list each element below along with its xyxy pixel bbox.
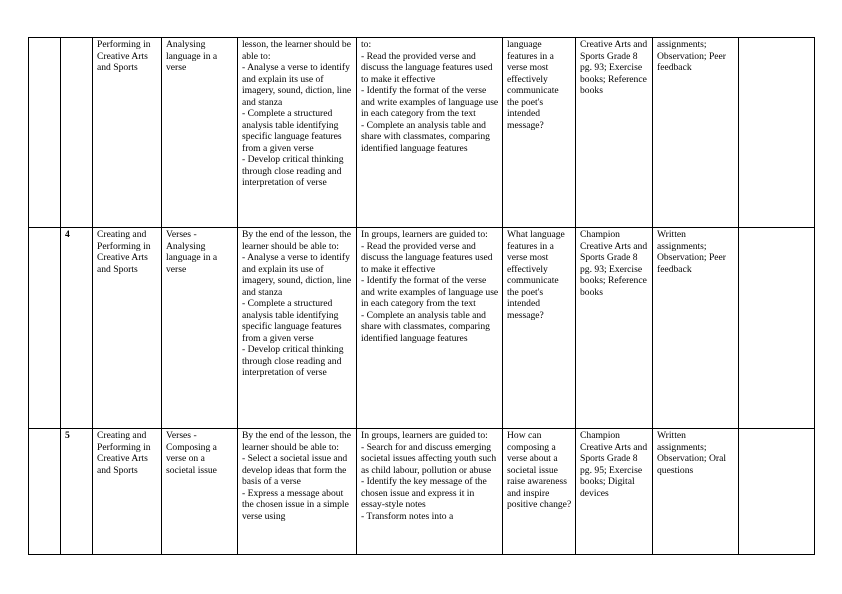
outcome-line: - Complete a structured analysis table identifying specific language features from a given verse — [242, 298, 342, 344]
outcome-line: - Develop critical thinking through close reading and interpretation of verse — [242, 344, 344, 378]
outcome-line: By the end of the lesson, the learner should be able to: — [242, 229, 351, 252]
learning-outcomes-cell — [238, 228, 357, 429]
assessment-cell: Written assignments; Observation; Peer feedback — [653, 228, 739, 429]
outcome-line: By the end of the lesson, the learner should be able to: — [242, 430, 351, 453]
week-cell — [29, 429, 61, 555]
resources-cell: Champion Creative Arts and Sports Grade 8 pg. 95; Exercise books; Digital devices — [576, 429, 653, 555]
resources-cell: Champion Creative Arts and Sports Grade 8 pg. 93; Exercise books; Reference books — [576, 228, 653, 429]
experience-line: - Search for and discuss emerging societal issues affecting youth such as child labour, pollution or abuse — [361, 441, 497, 476]
week-cell — [29, 228, 61, 429]
experience-line: to: — [361, 39, 372, 50]
experience-line: In groups, learners are guided to: — [361, 430, 488, 441]
experience-line: In groups, learners are guided to: — [361, 229, 488, 240]
outcome-line: - Complete a structured analysis table identifying specific language features from a given verse — [242, 108, 342, 154]
learning-outcomes-cell — [238, 429, 357, 555]
outcome-line: - Analyse a verse to identify and explain its use of imagery, sound, diction, line and stanza — [242, 62, 352, 108]
inquiry-question-cell: language features in a verse most effectively communicate the poet's intended message? — [503, 38, 576, 228]
scheme-of-work-table — [28, 37, 815, 555]
lesson-cell: 5 — [61, 429, 93, 555]
learning-experiences-cell — [357, 38, 503, 228]
experience-line: - Identify the format of the verse and write examples of language use in each category from the text — [361, 85, 499, 119]
experience-line: - Read the provided verse and discuss the language features used to make it effective — [361, 50, 493, 85]
table-row — [29, 228, 815, 429]
strand-cell: Creating and Performing in Creative Arts and Sports — [93, 429, 162, 555]
assessment-cell: assignments; Observation; Peer feedback — [653, 38, 739, 228]
strand-cell: Performing in Creative Arts and Sports — [93, 38, 162, 228]
inquiry-question-cell: How can composing a verse about a societal issue raise awareness and inspire positive change? — [503, 429, 576, 555]
outcome-line: - Select a societal issue and develop ideas that form the basis of a verse — [242, 453, 348, 487]
assessment-cell: Written assignments; Observation; Oral questions — [653, 429, 739, 555]
lesson-cell: 4 — [61, 228, 93, 429]
experience-line: - Identify the format of the verse and write examples of language use in each category from the text — [361, 275, 499, 309]
outcome-line: lesson, the learner should be able to: — [242, 39, 351, 62]
experience-line: - Identify the key message of the chosen issue and express it in essay-style notes — [361, 476, 487, 510]
learning-experiences-cell — [357, 228, 503, 429]
experience-line: - Read the provided verse and discuss the language features used to make it effective — [361, 240, 493, 275]
inquiry-question-cell: What language features in a verse most effectively communicate the poet's intended message? — [503, 228, 576, 429]
outcome-line: - Develop critical thinking through close reading and interpretation of verse — [242, 154, 344, 188]
remarks-cell — [739, 38, 815, 228]
lesson-cell — [61, 38, 93, 228]
experience-line: - Complete an analysis table and share with classmates, comparing identified language features — [361, 309, 490, 344]
table-row — [29, 429, 815, 555]
sub-strand-cell: Analysing language in a verse — [162, 38, 238, 228]
sub-strand-cell: Verses - Composing a verse on a societal issue — [162, 429, 238, 555]
remarks-cell — [739, 429, 815, 555]
learning-outcomes-cell — [238, 38, 357, 228]
remarks-cell — [739, 228, 815, 429]
resources-cell: Creative Arts and Sports Grade 8 pg. 93; Exercise books; Reference books — [576, 38, 653, 228]
learning-experiences-cell — [357, 429, 503, 555]
strand-cell: Creating and Performing in Creative Arts and Sports — [93, 228, 162, 429]
table-row — [29, 38, 815, 228]
scheme-of-work-page — [28, 37, 814, 555]
experience-line: - Complete an analysis table and share with classmates, comparing identified language features — [361, 119, 490, 154]
experience-line: - Transform notes into a — [361, 510, 454, 522]
week-cell — [29, 38, 61, 228]
outcome-line: - Express a message about the chosen issue in a simple verse using — [242, 487, 349, 522]
sub-strand-cell: Verses - Analysing language in a verse — [162, 228, 238, 429]
outcome-line: - Analyse a verse to identify and explain its use of imagery, sound, diction, line and stanza — [242, 252, 352, 298]
